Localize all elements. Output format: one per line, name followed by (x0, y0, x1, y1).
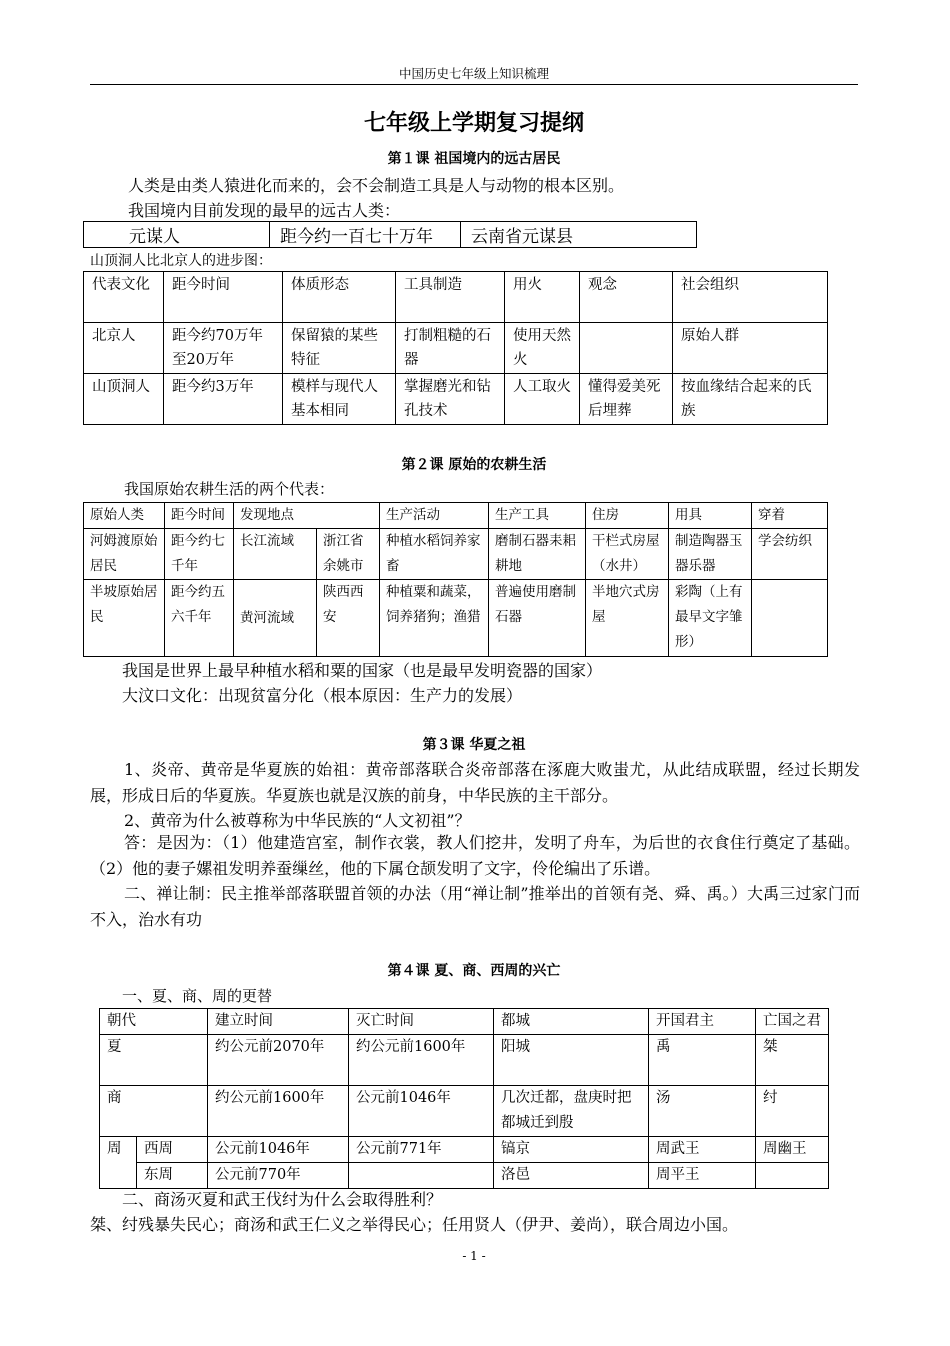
table-cell: 距今约七千年 (165, 529, 234, 580)
lesson3-paragraph2: 2、黄帝为什么被尊称为中华民族的“人文初祖”？ (124, 811, 471, 830)
table-cell: 半坡原始居民 (84, 580, 165, 657)
document-title: 七年级上学期复习提纲 (363, 111, 584, 136)
table-row (100, 1137, 829, 1163)
table-cell (580, 323, 673, 374)
lesson4-subheading2: 二、商汤灭夏和武王伐纣为什么会取得胜利？ (122, 1190, 443, 1209)
table-cell: 周平王 (649, 1163, 756, 1189)
table-row (84, 323, 828, 374)
table-cell: 按血缘结合起来的氏族 (673, 374, 828, 425)
table-cell: 制造陶器玉器乐器 (669, 529, 752, 580)
table-cell: 禹 (649, 1035, 756, 1086)
table-header-cell: 生产活动 (380, 503, 489, 529)
table-header-cell: 都城 (494, 1009, 649, 1035)
table-row (84, 529, 828, 580)
lesson2-paragraph2: 大汶口文化：出现贫富分化（根本原因：生产力的发展） (122, 686, 523, 705)
table-row (100, 1035, 829, 1086)
table-cell: 干栏式房屋（水井） (586, 529, 669, 580)
table-cell: 长江流域 (234, 529, 317, 580)
lesson1-compare-table (83, 271, 828, 425)
table-header-row (84, 272, 828, 323)
table-header-cell: 用具 (669, 503, 752, 529)
table-cell: 商 (100, 1086, 208, 1137)
table-header-cell: 距今时间 (165, 503, 234, 529)
table-cell: 东周 (137, 1163, 208, 1189)
table-cell: 掌握磨光和钻孔技术 (396, 374, 505, 425)
table-cell: 桀 (756, 1035, 829, 1086)
table-row (100, 1163, 829, 1189)
table-cell: 约公元前2070年 (208, 1035, 349, 1086)
table-cell: 使用天然火 (505, 323, 580, 374)
table-cell (752, 580, 828, 657)
table-cell: 人工取火 (505, 374, 580, 425)
table-cell (756, 1163, 829, 1189)
table-cell: 西周 (137, 1137, 208, 1163)
table-header-cell: 亡国之君 (756, 1009, 829, 1035)
table-header-cell: 生产工具 (489, 503, 586, 529)
table-cell: 公元前1046年 (208, 1137, 349, 1163)
lesson2-table (83, 502, 828, 657)
table-row (84, 222, 697, 248)
header-rule (90, 84, 858, 85)
page-header: 中国历史七年级上知识梳理 (398, 66, 549, 81)
table-cell: 周 (100, 1137, 137, 1189)
table-cell: 周武王 (649, 1137, 756, 1163)
table-row (84, 580, 828, 657)
table-cell: 夏 (100, 1035, 208, 1086)
table-cell: 距今约一百七十万年 (270, 222, 461, 248)
table-header-cell: 开国君主 (649, 1009, 756, 1035)
table-cell: 河姆渡原始居民 (84, 529, 165, 580)
table-header-cell: 穿着 (752, 503, 828, 529)
lesson3-paragraph4: 二、禅让制：民主推举部落联盟首领的办法（用“禅让制”推举出的首领有尧、舜、禹。）大禹三过家门而不入，治水有功 (90, 884, 860, 929)
lesson4-answer: 桀、纣残暴失民心；商汤和武王仁义之举得民心；任用贤人（伊尹、姜尚），联合周边小国。 (90, 1215, 739, 1234)
lesson2-paragraph1: 我国是世界上最早种植水稻和粟的国家（也是最早发明瓷器的国家） (122, 661, 603, 680)
page-number: - 1 - (462, 1249, 486, 1263)
table-cell: 元谋人 (84, 222, 270, 248)
dynasty-table (99, 1008, 829, 1189)
table-header-cell: 原始人类 (84, 503, 165, 529)
table-row (84, 374, 828, 425)
table-cell: 黄河流域 (234, 580, 317, 657)
table-cell: 山顶洞人 (84, 374, 164, 425)
table-header-cell: 住房 (586, 503, 669, 529)
lesson3-paragraph1: 1、炎帝、黄帝是华夏族的始祖：黄帝部落联合炎帝部落在涿鹿大败蚩尤，从此结成联盟，经过长期发展，形成日后的华夏族。华夏族也就是汉族的前身，中华民族的主干部分。 (90, 760, 860, 805)
lesson4-heading: 第４课 夏、商、西周的兴亡 (387, 963, 561, 979)
lesson2-intro: 我国原始农耕生活的两个代表： (124, 480, 335, 498)
lesson3-heading: 第３课 华夏之祖 (422, 737, 526, 753)
table-header-cell: 用火 (505, 272, 580, 323)
table-cell: 汤 (649, 1086, 756, 1137)
table-header-cell: 社会组织 (673, 272, 828, 323)
table-cell: 种植水稻饲养家畜 (380, 529, 489, 580)
table-cell: 洛邑 (494, 1163, 649, 1189)
table-cell: 浙江省余姚市 (317, 529, 380, 580)
table-cell: 陕西西安 (317, 580, 380, 657)
compare-title: 山顶洞人比北京人的进步图： (90, 253, 272, 269)
lesson2-heading: 第２课 原始的农耕生活 (401, 457, 547, 473)
table-cell: 半地穴式房屋 (586, 580, 669, 657)
table-cell: 距今约五六千年 (165, 580, 234, 657)
table-cell: 周幽王 (756, 1137, 829, 1163)
table-cell (349, 1163, 494, 1189)
table-header-row (100, 1009, 829, 1035)
table-cell: 约公元前1600年 (208, 1086, 349, 1137)
table-cell: 北京人 (84, 323, 164, 374)
table-cell: 阳城 (494, 1035, 649, 1086)
table-cell: 保留猿的某些特征 (283, 323, 396, 374)
table-header-cell: 体质形态 (283, 272, 396, 323)
lesson4-subheading1: 一、夏、商、周的更替 (122, 987, 273, 1005)
table-cell: 磨制石器耒耜耕地 (489, 529, 586, 580)
table-header-row (84, 503, 828, 529)
table-header-cell: 发现地点 (234, 503, 380, 529)
table-cell: 模样与现代人基本相同 (283, 374, 396, 425)
table-header-cell: 距今时间 (164, 272, 283, 323)
lesson1-heading: 第１课 祖国境内的远古居民 (387, 151, 561, 167)
table-row (100, 1086, 829, 1137)
table-cell: 懂得爱美死后埋葬 (580, 374, 673, 425)
table-cell: 彩陶（上有最早文字雏形） (669, 580, 752, 657)
table-cell: 公元前771年 (349, 1137, 494, 1163)
table-cell: 公元前770年 (208, 1163, 349, 1189)
table-cell: 几次迁都，盘庚时把都城迁到殷 (494, 1086, 649, 1137)
table-cell: 镐京 (494, 1137, 649, 1163)
table-header-cell: 朝代 (100, 1009, 208, 1035)
table-cell: 距今约70万年至20万年 (164, 323, 283, 374)
table-header-cell: 工具制造 (396, 272, 505, 323)
table-header-cell: 代表文化 (84, 272, 164, 323)
lesson1-paragraph1: 人类是由类人猿进化而来的，会不会制造工具是人与动物的根本区别。 (128, 176, 625, 195)
table-cell: 打制粗糙的石器 (396, 323, 505, 374)
earliest-human-table (83, 221, 697, 248)
table-cell: 普遍使用磨制石器 (489, 580, 586, 657)
lesson1-paragraph2: 我国境内目前发现的最早的远古人类： (128, 201, 401, 220)
table-header-cell: 观念 (580, 272, 673, 323)
table-cell: 原始人群 (673, 323, 828, 374)
lesson3-paragraph3: 答：是因为：（1）他建造宫室，制作衣裳，教人们挖井，发明了舟车，为后世的衣食住行奠定了基础。（2）他的妻子嫘祖发明养蚕缫丝，他的下属仓颉发明了文字，伶伦编出了乐谱。 (90, 833, 860, 878)
table-cell: 约公元前1600年 (349, 1035, 494, 1086)
table-cell: 纣 (756, 1086, 829, 1137)
table-cell: 种植粟和蔬菜，饲养猪狗；渔猎 (380, 580, 489, 657)
table-header-cell: 建立时间 (208, 1009, 349, 1035)
table-cell: 距今约3万年 (164, 374, 283, 425)
table-header-cell: 灭亡时间 (349, 1009, 494, 1035)
table-cell: 云南省元谋县 (461, 222, 697, 248)
table-cell: 公元前1046年 (349, 1086, 494, 1137)
table-cell: 学会纺织 (752, 529, 828, 580)
